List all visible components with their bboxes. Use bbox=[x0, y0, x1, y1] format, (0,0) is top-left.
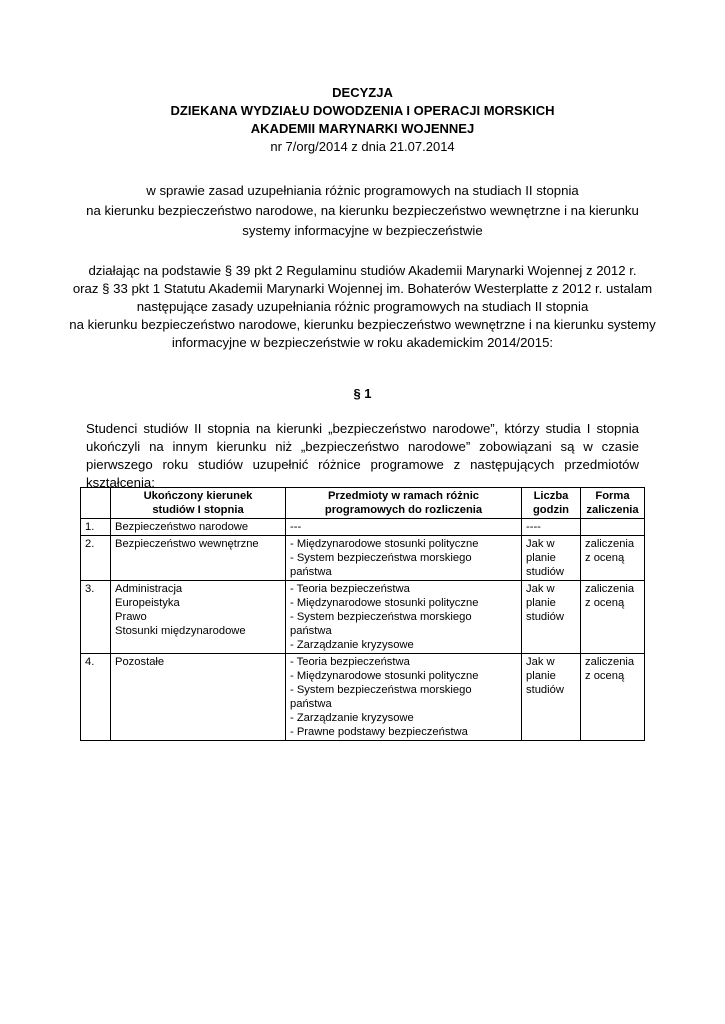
table-row bbox=[81, 536, 645, 581]
header-field: Ukończony kierunek studiów I stopnia bbox=[111, 488, 286, 519]
cell-line: państwa bbox=[290, 625, 332, 637]
cell-assessment bbox=[581, 519, 645, 536]
basis-line: działając na podstawie § 39 pkt 2 Regulaminu studiów Akademii Marynarki Wojennej z 2012 r. bbox=[88, 263, 637, 278]
table-body bbox=[81, 519, 645, 741]
cell-subjects bbox=[286, 536, 522, 581]
cell-line: studiów bbox=[526, 684, 564, 696]
cell-hours bbox=[522, 519, 581, 536]
header-assessment: Forma zaliczenia bbox=[581, 488, 645, 519]
cell-line: z oceną bbox=[585, 670, 625, 682]
legal-basis bbox=[60, 262, 665, 352]
cell-line: - System bezpieczeństwa morskiego bbox=[290, 684, 472, 696]
cell-line: - System bezpieczeństwa morskiego bbox=[290, 611, 472, 623]
cell-line: Bezpieczeństwo narodowe bbox=[115, 521, 249, 533]
section-heading: § 1 bbox=[353, 386, 372, 401]
cell-line: - System bezpieczeństwa morskiego bbox=[290, 552, 472, 564]
cell-line: - Prawne podstawy bezpieczeństwa bbox=[290, 726, 468, 738]
cell-line: Bezpieczeństwo wewnętrzne bbox=[115, 538, 259, 550]
cell-hours bbox=[522, 581, 581, 654]
cell-subjects bbox=[286, 581, 522, 654]
cell-field bbox=[111, 536, 286, 581]
cell-line: Jak w bbox=[526, 656, 555, 668]
cell-number: 4. bbox=[81, 654, 111, 741]
cell-line: Jak w bbox=[526, 538, 555, 550]
basis-line: oraz § 33 pkt 1 Statutu Akademii Marynarki Wojennej im. Bohaterów Westerplatte z 2012 r. ustalam bbox=[72, 281, 653, 296]
cell-line: - Międzynarodowe stosunki polityczne bbox=[290, 538, 479, 550]
cell-number: 2. bbox=[81, 536, 111, 581]
subject-line: na kierunku bezpieczeństwo narodowe, na kierunku bezpieczeństwo wewnętrzne i na kierunku bbox=[86, 203, 639, 218]
cell-line: Administracja bbox=[115, 583, 183, 595]
cell-field bbox=[111, 654, 286, 741]
subject-line: w sprawie zasad uzupełniania różnic programowych na studiach II stopnia bbox=[146, 183, 579, 198]
intro-paragraph: Studenci studiów II stopnia na kierunki „bezpieczeństwo narodowe”, którzy studia I stopnia ukończyli na innym kierunku niż „bezpieczeństwo narodowe” zobowiązani są w czasie pierwszego roku studiów uzupełnić różnice programowe z następujących przedmiotów kształcenia: bbox=[86, 421, 639, 490]
cell-assessment bbox=[581, 536, 645, 581]
cell-line: Europeistyka bbox=[115, 597, 180, 609]
subject-line: systemy informacyjne w bezpieczeństwie bbox=[242, 223, 483, 238]
cell-line: z oceną bbox=[585, 597, 625, 609]
cell-line: Pozostałe bbox=[115, 656, 165, 668]
cell-line: - Międzynarodowe stosunki polityczne bbox=[290, 597, 479, 609]
cell-assessment bbox=[581, 654, 645, 741]
cell-line: - Teoria bezpieczeństwa bbox=[290, 656, 410, 668]
table-row bbox=[81, 581, 645, 654]
cell-line: Stosunki międzynarodowe bbox=[115, 625, 246, 637]
cell-line: - Zarządzanie kryzysowe bbox=[290, 712, 414, 724]
cell-hours bbox=[522, 536, 581, 581]
cell-number: 3. bbox=[81, 581, 111, 654]
table-header-row bbox=[81, 488, 645, 519]
cell-field bbox=[111, 519, 286, 536]
issuer-line: DZIEKANA WYDZIAŁU DOWODZENIA I OPERACJI MORSKICH bbox=[170, 103, 555, 118]
institution-line: AKADEMII MARYNARKI WOJENNEJ bbox=[250, 121, 475, 136]
cell-line: - Zarządzanie kryzysowe bbox=[290, 639, 414, 651]
cell-subjects bbox=[286, 654, 522, 741]
table-row bbox=[81, 654, 645, 741]
cell-line: planie bbox=[526, 597, 556, 609]
cell-number: 1. bbox=[81, 519, 111, 536]
decision-subject bbox=[60, 181, 665, 241]
cell-line: państwa bbox=[290, 566, 332, 578]
cell-line: planie bbox=[526, 670, 556, 682]
header-subjects: Przedmioty w ramach różnic programowych do rozliczenia bbox=[286, 488, 522, 519]
cell-hours bbox=[522, 654, 581, 741]
header-number bbox=[81, 488, 111, 519]
cell-line: zaliczenia bbox=[585, 583, 635, 595]
cell-line: z oceną bbox=[585, 552, 625, 564]
decision-header bbox=[60, 84, 665, 156]
cell-line: studiów bbox=[526, 566, 564, 578]
cell-line: zaliczenia bbox=[585, 538, 635, 550]
header-hours: Liczba godzin bbox=[522, 488, 581, 519]
cell-line: Jak w bbox=[526, 583, 555, 595]
cell-line: planie bbox=[526, 552, 556, 564]
cell-line: Prawo bbox=[115, 611, 147, 623]
basis-line: informacyjne w bezpieczeństwie w roku akademickim 2014/2015: bbox=[171, 335, 554, 350]
cell-line: --- bbox=[290, 521, 302, 533]
cell-line: zaliczenia bbox=[585, 656, 635, 668]
cell-assessment bbox=[581, 581, 645, 654]
cell-line: ---- bbox=[526, 521, 541, 533]
cell-line: - Międzynarodowe stosunki polityczne bbox=[290, 670, 479, 682]
cell-line: - Teoria bezpieczeństwa bbox=[290, 583, 410, 595]
decision-number: nr 7/org/2014 z dnia 21.07.2014 bbox=[270, 139, 455, 154]
cell-subjects bbox=[286, 519, 522, 536]
cell-line: państwa bbox=[290, 698, 332, 710]
table-row bbox=[81, 519, 645, 536]
cell-line: studiów bbox=[526, 611, 564, 623]
differences-table bbox=[80, 487, 645, 741]
basis-line: na kierunku bezpieczeństwo narodowe, kierunku bezpieczeństwo wewnętrzne i na kierunku systemy bbox=[69, 317, 656, 332]
cell-field bbox=[111, 581, 286, 654]
basis-line: następujące zasady uzupełniania różnic programowych na studiach II stopnia bbox=[136, 299, 589, 314]
decision-title: DECYZJA bbox=[332, 85, 393, 100]
